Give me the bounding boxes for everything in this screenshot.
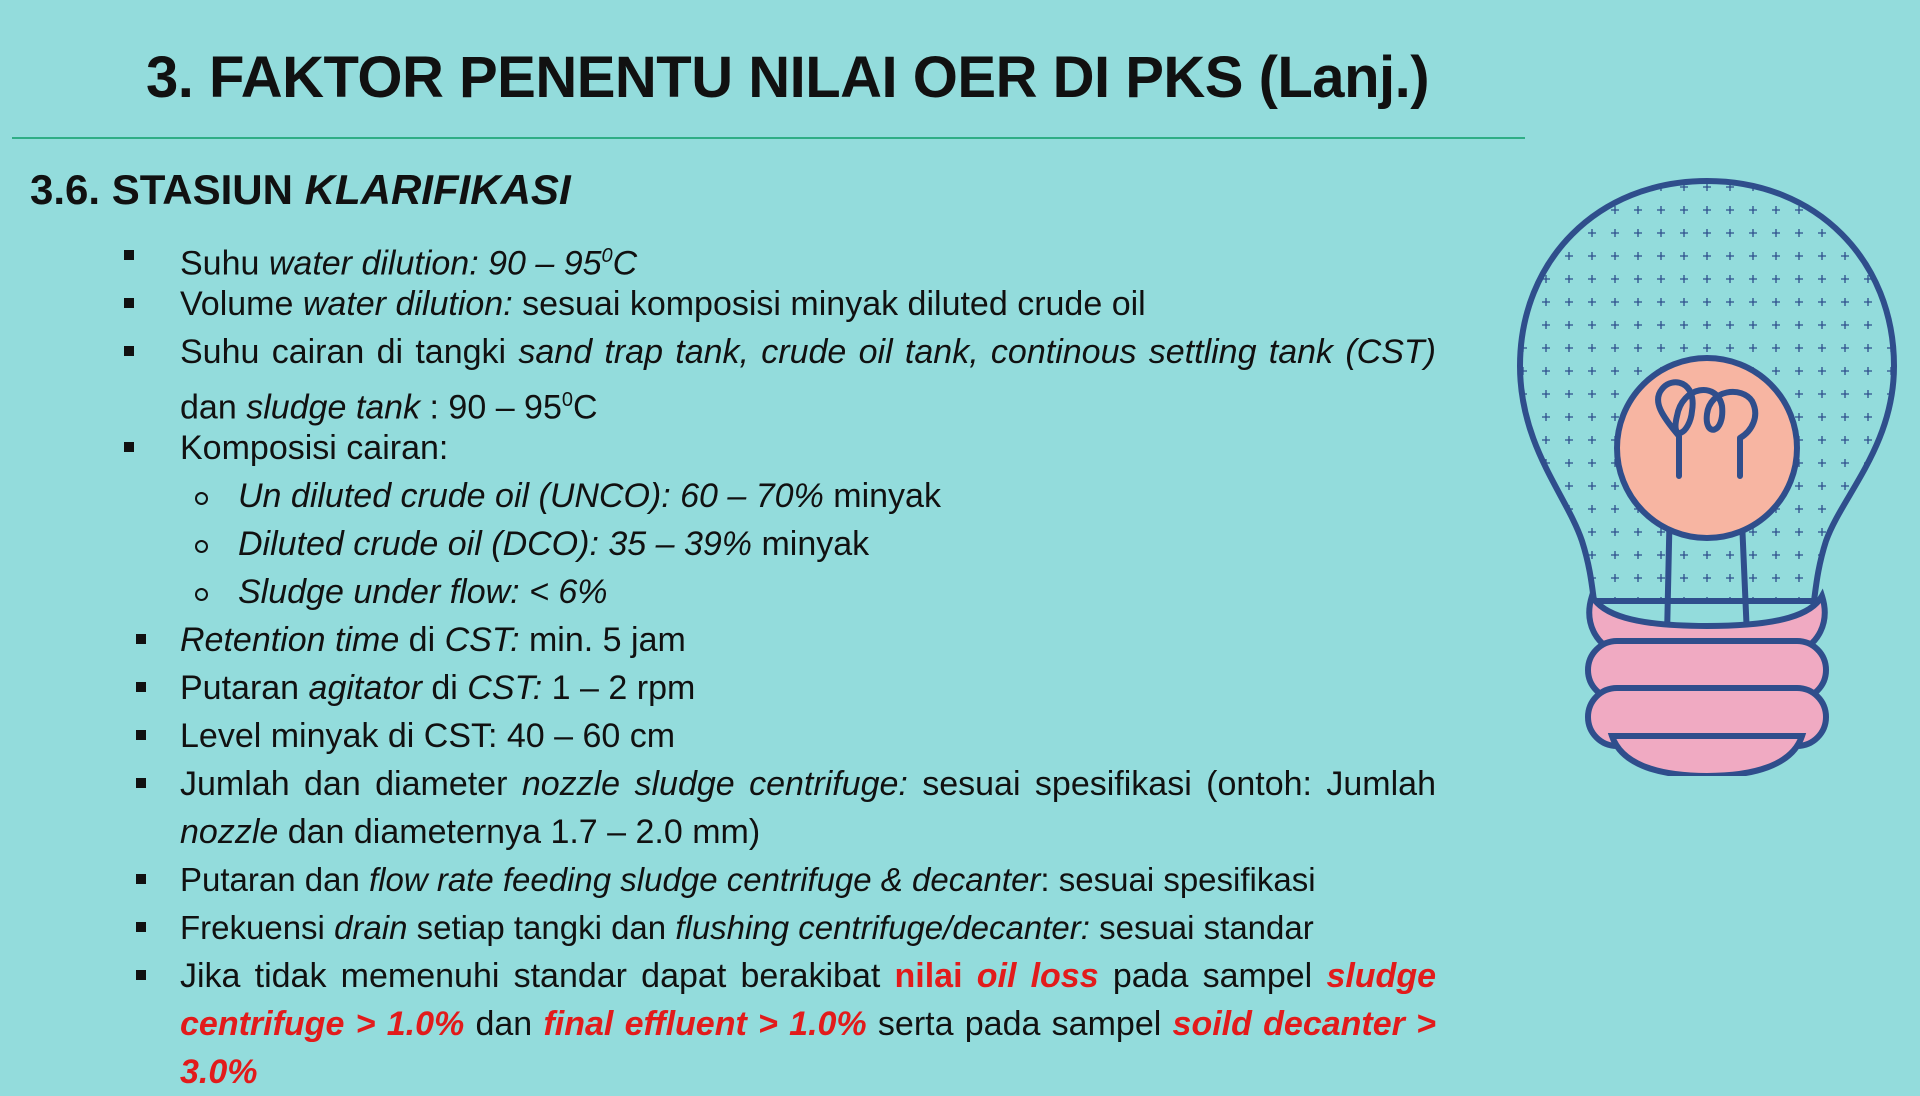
item-text: Suhu cairan di tangki <box>180 333 519 371</box>
highlight-text-italic: soild decanter > 3.0% <box>180 1005 1436 1091</box>
section-name: KLARIFIKASI <box>304 166 571 213</box>
list-item-tank-temperature <box>180 328 1436 431</box>
item-text: minyak <box>823 477 941 515</box>
list-item-water-dilution-volume <box>180 280 1436 328</box>
sub-bullet-marker <box>195 588 208 601</box>
sub-item-dco <box>238 520 869 568</box>
bullet-marker <box>136 970 146 980</box>
bullet-marker <box>136 778 146 788</box>
bullet-marker <box>136 874 146 884</box>
list-item-consequence <box>180 952 1436 1096</box>
light-bulb-icon <box>1512 176 1902 776</box>
item-text: min. 5 jam <box>519 621 686 659</box>
bulb-core <box>1617 358 1797 538</box>
item-text: Frekuensi <box>180 909 335 946</box>
item-text-italic: agitator <box>308 669 422 707</box>
item-text: Level minyak di CST: 40 – 60 cm <box>180 717 676 755</box>
bullet-marker <box>124 442 134 452</box>
item-text: : 90 – 95 <box>420 388 562 427</box>
item-text: Komposisi cairan: <box>180 429 449 467</box>
item-text-italic: Diluted crude oil (DCO): 35 – 39% <box>238 525 753 563</box>
item-text-italic: drain <box>334 909 408 946</box>
item-text: minyak <box>752 525 870 563</box>
item-text-italic: nozzle <box>180 813 279 851</box>
item-text-italic: flushing centrifuge/decanter: <box>675 909 1090 946</box>
item-text-italic: sand trap tank, crude oil tank, continous settling tank (CST) <box>518 333 1436 371</box>
item-text: C <box>573 388 598 427</box>
sub-item-sludge <box>238 568 608 616</box>
highlight-text-italic: oil loss <box>976 957 1099 995</box>
item-text-italic: CST: <box>467 669 543 707</box>
item-text: Volume <box>180 285 303 323</box>
item-text: 1 – 2 rpm <box>542 669 696 707</box>
item-text-italic: flow rate feeding sludge centrifuge & decanter <box>368 861 1041 898</box>
list-item-flow-rate <box>180 856 1436 904</box>
item-text-italic: water dilution: 90 – 95 <box>268 244 602 283</box>
bullet-marker <box>124 298 134 308</box>
item-text: di <box>399 621 445 659</box>
item-text: Putaran <box>180 669 309 707</box>
item-text: sesuai spesifikasi (ontoh: Jumlah <box>907 765 1437 803</box>
item-text: dan <box>180 388 247 427</box>
item-text: dan <box>464 1005 544 1043</box>
highlight-text: nilai <box>894 957 977 995</box>
item-text-italic: Retention time <box>180 621 400 659</box>
item-text-italic: sludge tank <box>246 388 421 427</box>
bullet-marker <box>124 346 134 356</box>
bullet-marker <box>136 922 146 932</box>
item-text-italic: nozzle sludge centrifuge: <box>521 765 908 803</box>
item-text: di <box>421 669 468 707</box>
slide-title: 3. FAKTOR PENENTU NILAI OER DI PKS (Lanj.) <box>146 45 1430 110</box>
list-item-oil-level <box>180 712 1436 760</box>
item-text: pada sampel <box>1098 957 1327 995</box>
item-text-italic: C <box>612 244 638 283</box>
item-text: dan diameternya 1.7 – 2.0 mm) <box>278 813 761 851</box>
section-prefix: 3.6. STASIUN <box>30 166 305 213</box>
bullet-marker <box>136 682 146 692</box>
item-text-italic: Un diluted crude oil (UNCO): 60 – 70% <box>238 477 824 515</box>
list-item-agitator <box>180 664 1436 712</box>
sub-bullet-marker <box>195 540 208 553</box>
highlight-text-italic: final effluent > 1.0% <box>543 1005 867 1043</box>
sub-item-unco <box>238 472 941 520</box>
item-text: Jika tidak memenuhi standar dapat berakibat <box>180 957 895 995</box>
item-text: serta pada sampel <box>866 1005 1173 1043</box>
list-item-retention-time <box>180 616 1436 664</box>
bullet-marker <box>136 634 146 644</box>
bullet-marker <box>124 250 134 260</box>
list-item-composition <box>180 424 1436 472</box>
item-text: sesuai standar <box>1089 909 1314 946</box>
item-text: setiap tangki dan <box>407 909 676 946</box>
item-text-italic: water dilution: <box>302 285 513 323</box>
degree-superscript: 0 <box>561 389 573 411</box>
item-text: : sesuai spesifikasi <box>1040 861 1316 898</box>
item-text: Suhu <box>180 244 269 283</box>
item-text: sesuai komposisi minyak diluted crude oil <box>512 285 1146 323</box>
degree-superscript: 0 <box>601 245 613 267</box>
item-text-italic: CST: <box>444 621 520 659</box>
list-item-drain-frequency <box>180 904 1436 952</box>
item-text-italic: Sludge under flow: < 6% <box>238 573 608 611</box>
list-item-nozzle <box>180 760 1436 856</box>
highlight-text-italic: sludge centrifuge > 1.0% <box>180 957 1437 1043</box>
bullet-marker <box>136 730 146 740</box>
sub-bullet-marker <box>195 492 208 505</box>
item-text: Putaran dan <box>180 861 369 898</box>
bulb-base <box>1588 596 1826 776</box>
item-text: Jumlah dan diameter <box>180 765 522 803</box>
